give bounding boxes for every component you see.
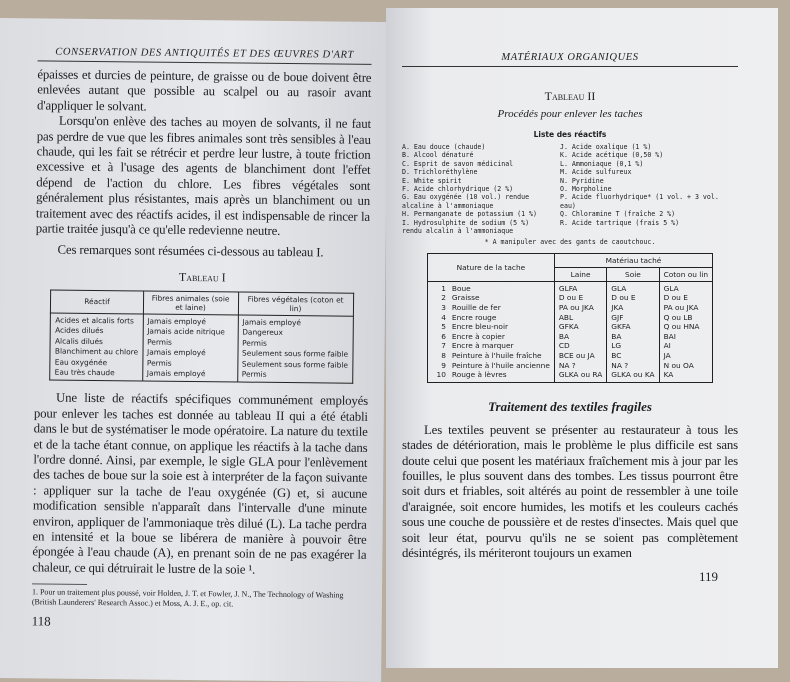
stain-name: Peinture à l'huile fraîche [451, 351, 542, 361]
reagent-note: * A manipuler avec des gants de caoutchouc. [484, 238, 656, 247]
table-cell: CD [558, 341, 570, 351]
stain-name: Encre rouge [451, 312, 497, 322]
table-row-label [432, 322, 550, 332]
stain-name: Peinture à l'huile ancienne [451, 360, 550, 370]
table-header: Laine [554, 267, 606, 281]
reagent-lists [402, 143, 738, 235]
section-title: Traitement des textiles fragiles [488, 398, 652, 414]
table-header: Coton ou lin [659, 267, 712, 281]
table-cell: ABL [558, 312, 574, 322]
stain-name: Graisse [451, 293, 480, 303]
body-text [402, 423, 738, 562]
table-row-label [432, 332, 550, 342]
reagent-list-left: A. Eau douce (chaude) B. Alcool dénaturé C. Esprit de savon médicinal D. Trichloréthylène E. White spirit F. Acide chlorhydrique (2 %) G. Eau oxygénée (10 vol.) rendue alcaline à l'ammoniaque H. Permanganate de potassium (1 %) I. Hydrosulphite de sodium (5 %) rendu alcalin à l'ammoniaque [402, 143, 537, 236]
row-number: 7 [441, 341, 446, 351]
table-cell: PA ou JKA [558, 303, 594, 313]
paragraph: Ces remarques sont résumées ci-dessous au tableau I. [57, 243, 324, 260]
table1 [50, 289, 354, 384]
column-fibres-vegetales: Jamais employé Dangereux Permis Seulement sous forme faible Seulement sous forme faible Permis [237, 315, 353, 384]
body-text-bottom [32, 391, 368, 579]
table-cell: GLKA ou RA [558, 370, 603, 380]
header-rule [38, 60, 372, 64]
table-cell: JA [663, 351, 671, 361]
table-header: Fibres animales (soie et laine) [143, 291, 238, 315]
table-cell: GLFA [558, 283, 578, 293]
table-cell: BC [611, 351, 622, 361]
stain-name: Rouille de fer [451, 303, 501, 313]
paragraph: Une liste de réactifs spécifiques communément employés pour enlever les taches est donnée au tableau II qui a été établi dans le but de systématiser le mode opératoire. La nature du textile et de la tache étant connue, on applique les réactifs à la tache dans l'ordre donné. Ainsi, par exemple, le sigle GLA pour l'enlèvement des taches de boue sur la soie est à interpréter de la façon suivante : appliquer sur la tache de l'eau oxygénée (G) et, si aucune modification sensible n'apparaît dans l'intervalle d'une minute environ, appliquer de l'ammoniaque très dilué (L). La tache perdra en intensité et la boue se libérera de manière à pouvoir être épongée à l'eau chaude (A), en prenant soin de ne pas exagérer la chaleur, ce qui détruirait le lustre de la soie ¹. [32, 390, 369, 577]
row-number: 10 [436, 370, 446, 380]
row-number: 2 [441, 293, 446, 303]
table-cell: N ou OA [663, 360, 694, 370]
table-cell: NA ? [611, 360, 629, 370]
table-row-label [432, 370, 550, 380]
table-cell: PA ou JKA [663, 303, 699, 313]
row-number: 8 [441, 351, 446, 361]
stain-name: Rouge à lèvres [451, 370, 507, 380]
body-text-top [35, 67, 371, 261]
row-number: 3 [441, 303, 446, 313]
table-cell: GLA [611, 283, 627, 293]
table-row-label [432, 293, 550, 303]
stain-name: Boue [451, 283, 471, 293]
table-header: Nature de la tache [427, 253, 554, 281]
table-cell: Q ou LB [663, 312, 693, 322]
column-fibres-animales: Jamais employé Jamais acide nitrique Permis Jamais employé Permis Jamais employé [142, 314, 238, 382]
column-nature [427, 281, 554, 382]
table-cell: Q ou HNA [663, 322, 700, 332]
table-cell: D ou E [611, 293, 636, 303]
table-row-label [432, 313, 550, 323]
paragraph: Les textiles peuvent se présenter au restaurateur à tous les stades de détérioration, mais le problème le plus difficile est sans doute celui que posent les matériaux fraîchement mis à jour par les fouilles, le plus souvent dans des tombes. Les tissus pourront être soit durs et friables, soit altérés au point de ressembler à une toile d'araignée, soit encore humides, les motifs et les couleurs cachés sous une couche de poussière et de restes d'insectes. Mais quel que soit leur état, pourvu qu'ils ne se soient pas complètement désintégrés, ils mériteront toujours un examen [402, 422, 738, 561]
table-cell: BA [611, 331, 622, 341]
table-header: Matériau taché [554, 253, 712, 267]
table-cell: GJF [611, 312, 624, 322]
table-cell: LG [611, 341, 622, 351]
right-page-119 [386, 8, 778, 668]
table-cell: BCE ou JA [558, 351, 595, 361]
column-soie [607, 281, 659, 382]
table-row-label [432, 361, 550, 371]
row-number: 4 [441, 312, 446, 322]
stain-name: Encre bleu-noir [451, 322, 509, 332]
table-header: Soie [607, 267, 659, 281]
reagent-list-right: J. Acide oxalique (1 %) K. Acide acétique (0,50 %) L. Ammoniaque (0,1 %) M. Acide sulfureux N. Pyridine O. Morpholine P. Acide fluorhydrique* (1 vol. + 3 vol. eau) Q. Chloramine T (fraîche 2 %) R. Acide tartrique (frais 5 %) [560, 143, 719, 227]
paragraph: épaisses et durcies de peinture, de graisse ou de boue doivent être enlevées autant que possible au scalpel ou au rasoir avant d'appliquer le solvant. [37, 67, 372, 114]
column-laine [554, 281, 606, 382]
table-cell: GLA [663, 283, 679, 293]
table2-subtitle: Procédés pour enlever les taches [497, 108, 643, 120]
right-page-content [402, 52, 738, 585]
table-cell: NA ? [558, 360, 576, 370]
column-coton [659, 281, 712, 382]
table-header: Fibres végétales (coton et lin) [238, 292, 353, 316]
table2-body [427, 281, 712, 382]
table-header: Réactif [51, 290, 143, 314]
header-rule [402, 66, 738, 67]
table-row-label [432, 351, 550, 361]
table-row-label [432, 341, 550, 351]
table-row-label [432, 303, 550, 313]
left-page-118 [0, 18, 388, 682]
table-cell: D ou E [663, 293, 688, 303]
page-number: 119 [698, 569, 718, 585]
table-cell: BA [558, 331, 570, 341]
stain-name: Encre à marquer [451, 341, 514, 351]
table-cell: GLKA ou KA [611, 370, 655, 380]
table-cell: BAI [663, 331, 676, 341]
table-row-label [432, 284, 550, 294]
table-cell: D ou E [558, 293, 584, 303]
running-head: CONSERVATION DES ANTIQUITÉS ET DES ŒUVRES D'ART [55, 46, 355, 61]
table-cell: AI [663, 341, 671, 351]
table-cell: GKFA [611, 322, 631, 332]
table-cell: KA [663, 370, 674, 380]
column-reactif: Acides et alcalis forts Acides dilués Alcalis dilués Blanchiment au chlore Eau oxygénée Eau très chaude [50, 313, 143, 381]
row-number: 5 [441, 322, 446, 332]
table1-caption: Tableau I [178, 269, 226, 285]
row-number: 1 [441, 283, 446, 293]
running-head: MATÉRIAUX ORGANIQUES [501, 52, 639, 63]
table-cell: GFKA [558, 322, 579, 332]
page-number: 118 [31, 613, 51, 629]
footnote: 1. Pour un traitement plus poussé, voir Holden, J. T. et Fowler, J. N., The Technology of Washing (British Launderers' Research Assoc.) et Moss, A. J. E., op. cit. [31, 587, 344, 609]
footnote-rule [32, 584, 87, 586]
reagent-list-title: Liste des réactifs [533, 130, 607, 139]
row-number: 9 [441, 360, 446, 370]
row-number: 6 [441, 331, 446, 341]
left-page-content [32, 46, 372, 633]
table2-caption: Tableau II [544, 89, 596, 103]
table-cell: JKA [611, 303, 624, 313]
stain-name: Encre à copier [451, 331, 505, 341]
paragraph: Lorsqu'on enlève des taches au moyen de solvants, il ne faut pas perdre de vue que les fibres animales sont très sensibles à l'eau chaude, qui les fait se rétrécir et perdre leur lustre, à toute friction excessive et à l'usage des agents de blanchiment dont l'effet dépend de l'action du chlore. Les fibres végétales sont généralement plus résistantes, mais après un blanchiment ou un traitement avec des réactifs acides, il est indispensable de rincer la partie traitée jusqu'à ce qu'elle redevienne neutre. [35, 113, 371, 239]
table2 [427, 253, 713, 383]
